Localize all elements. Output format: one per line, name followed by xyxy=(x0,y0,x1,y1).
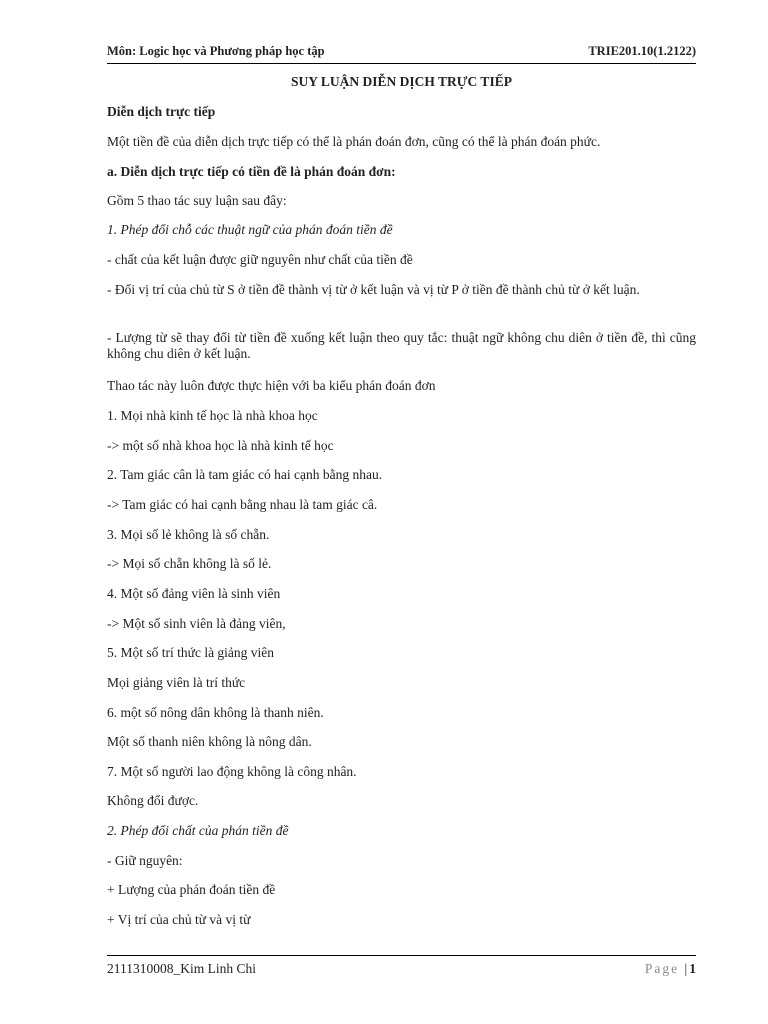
paragraph: - Đổi vị trí của chủ từ S ở tiền đề thành vị từ ở kết luận và vị từ P ở tiền đề thành chủ từ ở kết luận. xyxy=(107,282,640,297)
example-line: -> Mọi số chẵn không là số lẻ. xyxy=(107,556,272,571)
example-line: 6. một số nông dân không là thanh niên. xyxy=(107,705,324,720)
example-line: 3. Mọi số lẻ không là số chẵn. xyxy=(107,527,270,542)
example-line: 7. Một số người lao động không là công nhân. xyxy=(107,764,357,779)
subsection-heading: a. Diễn dịch trực tiếp có tiền đề là phán đoán đơn: xyxy=(107,164,396,179)
paragraph: Gồm 5 thao tác suy luận sau đây: xyxy=(107,193,287,208)
section-heading: Diễn dịch trực tiếp xyxy=(107,104,216,119)
example-line: 4. Một số đảng viên là sinh viên xyxy=(107,586,281,601)
example-line: - Giữ nguyên: xyxy=(107,853,183,868)
example-line: Mọi giảng viên là trí thức xyxy=(107,675,246,690)
example-line: 2. Tam giác cân là tam giác có hai cạnh bằng nhau. xyxy=(107,467,383,482)
paragraph: Một tiền đề của diễn dịch trực tiếp có thể là phán đoán đơn, cũng có thể là phán đoán phức. xyxy=(107,134,601,149)
example-line: Không đổi được. xyxy=(107,793,199,808)
example-line: + Vị trí của chủ từ và vị từ xyxy=(107,912,251,927)
document-title: SUY LUẬN DIỄN DỊCH TRỰC TIẾP xyxy=(291,74,512,89)
header-course: Môn: Logic học và Phương pháp học tập xyxy=(107,44,325,58)
page-digit: 1 xyxy=(689,961,696,976)
operation-heading: 1. Phép đổi chỗ các thuật ngữ của phán đoán tiền đề xyxy=(107,222,393,237)
page-separator: | xyxy=(684,961,688,976)
header-code: TRIE201.10(1.2122) xyxy=(588,44,696,58)
example-line: 1. Mọi nhà kinh tế học là nhà khoa học xyxy=(107,408,318,423)
example-line: + Lượng của phán đoán tiền đề xyxy=(107,882,276,897)
paragraph: Thao tác này luôn được thực hiện với ba kiểu phán đoán đơn xyxy=(107,378,436,393)
page-label: Page xyxy=(644,961,680,976)
example-line: 5. Một số trí thức là giảng viên xyxy=(107,645,275,660)
footer-author: 2111310008_Kim Linh Chi xyxy=(107,961,257,976)
paragraph: - Lượng từ sẽ thay đổi từ tiền đề xuống kết luận theo quy tắc: thuật ngữ không chu diên ở tiền đề, thì cũng không chu diên ở kết luận. xyxy=(107,330,696,361)
page-number xyxy=(645,961,696,977)
operation-heading: 2. Phép đổi chất của phán tiền đề xyxy=(107,823,289,838)
example-line: -> Tam giác có hai cạnh bằng nhau là tam giác câ. xyxy=(107,497,378,512)
example-line: -> một số nhà khoa học là nhà kinh tế học xyxy=(107,438,334,453)
example-line: Một số thanh niên không là nông dân. xyxy=(107,734,312,749)
example-line: -> Một số sinh viên là đảng viên, xyxy=(107,616,286,631)
page-footer xyxy=(107,955,696,977)
page-header xyxy=(107,44,696,64)
paragraph: - chất của kết luận được giữ nguyên như chất của tiền đề xyxy=(107,252,413,267)
